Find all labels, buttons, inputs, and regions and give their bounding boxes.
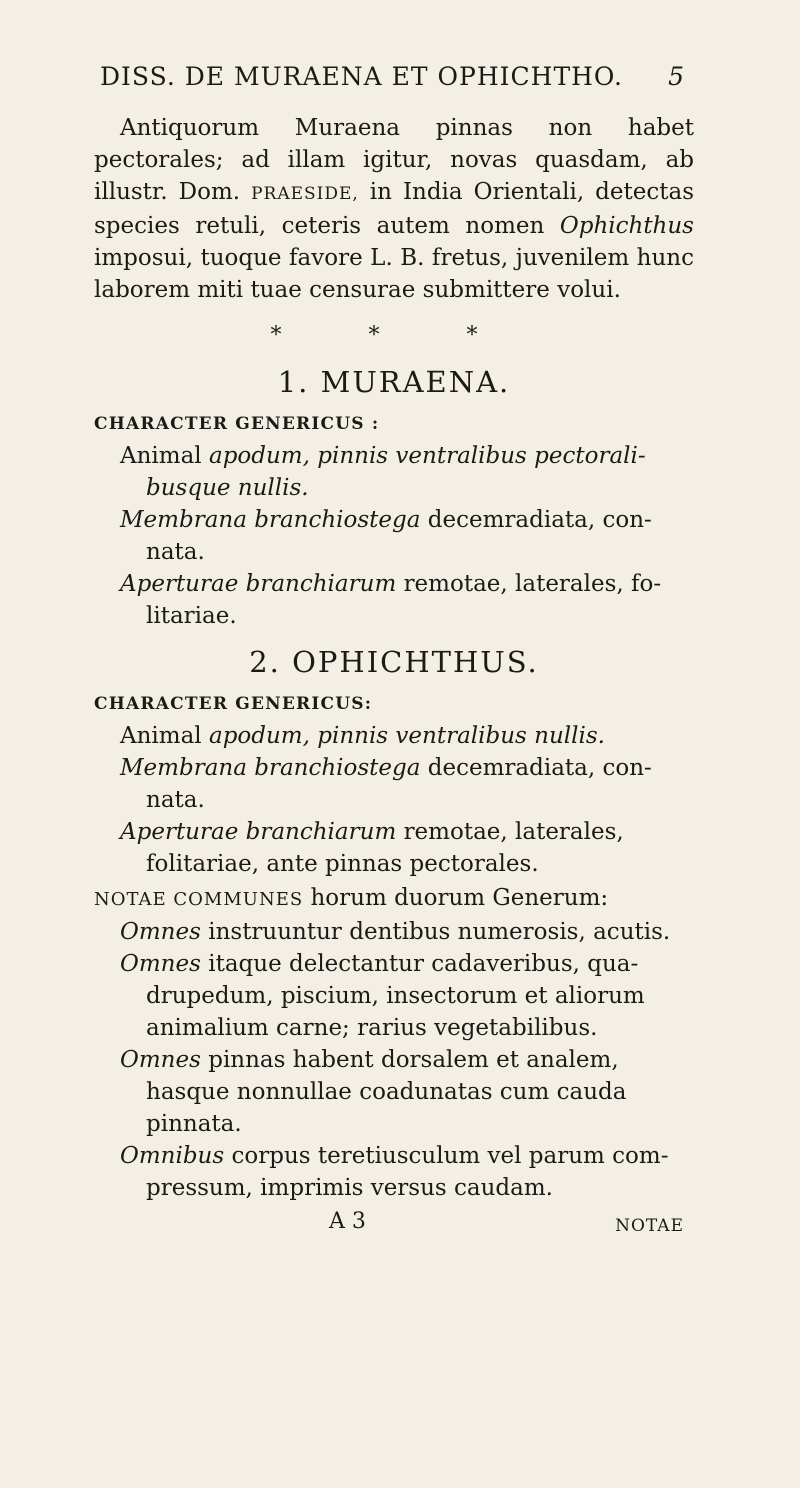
line-lead: Animal [120,723,202,749]
intro-paragraph [94,112,694,306]
item-lead: Omnes [120,919,201,945]
character-line [94,720,694,752]
page-footer [94,1206,694,1238]
item-text: itaque delectantur cadaveribus, qua-drupedum, piscium, insectorum et aliorum animalium carne; rarius vegetabilibus. [146,951,645,1041]
catchword: NOTAE [615,1216,684,1236]
character-line [94,752,694,816]
section-title: 2. OPHICHTHUS. [249,645,539,679]
line-italic: Membrana branchiostega [120,755,421,781]
intro-text-3: imposui, tuoque favore L. B. fretus, juvenilem hunc laborem miti tuae censurae submittere volui. [94,245,694,303]
character-line [94,504,694,568]
line-italic: Aperturae branchiarum [120,819,397,845]
item-lead: Omnibus [120,1143,225,1169]
notae-heading [94,882,694,916]
item-lead: Omnes [120,1047,201,1073]
praeside-word: PRAESIDE, [251,184,359,204]
page-body [94,112,694,1238]
section-muraena [94,366,694,632]
section-title: 1. MURAENA. [277,365,511,399]
character-line [94,568,694,632]
line-rest: decemradiata, con-nata. [146,755,652,813]
line-italic: apodum, pinnis ventralibus nullis. [208,723,605,749]
notae-item [94,948,694,1044]
running-header [100,62,685,91]
notae-communes [94,882,694,1204]
item-lead: Omnes [120,951,201,977]
ophichthus-word: Ophichthus [559,213,694,239]
item-text: instruuntur dentibus numerosis, acutis. [208,919,671,945]
signature-mark: A 3 [329,1209,366,1234]
notae-item [94,1044,694,1140]
line-lead: Animal [120,443,202,469]
intro-text-2: in India Orientali, detectas species retuli, ceteris autem nomen [94,179,695,239]
line-italic: apodum, pinnis ventralibus pectorali-busque nullis. [146,443,646,501]
item-text: corpus teretiusculum vel parum com-pressum, imprimis versus caudam. [146,1143,669,1201]
notae-item [94,1140,694,1204]
line-rest: decemradiata, con-nata. [146,507,652,565]
section-divider: * * * [270,323,518,348]
line-italic: Membrana branchiostega [120,507,421,533]
running-title: DISS. DE MURAENA ET OPHICHTHO. [100,62,623,91]
character-label: CHARACTER GENERICUS : [94,414,380,434]
line-rest: remotae, laterales, fo-litariae. [146,571,662,629]
intro-text-1: Antiquorum Muraena pinnas non habet pectorales; ad illam igitur, novas quasdam, ab illustr. Dom. [94,115,694,205]
character-line [94,440,694,504]
section-ophichthus [94,646,694,880]
item-text: pinnas habent dorsalem et analem, hasque nonnullae coadunatas cum cauda pinnata. [146,1047,627,1137]
notae-item [94,916,694,948]
line-rest: remotae, laterales, folitariae, ante pinnas pectorales. [146,819,624,877]
notae-label-rest: horum duorum Generum: [310,885,609,911]
character-line [94,816,694,880]
page-number: 5 [668,62,685,91]
character-label: CHARACTER GENERICUS: [94,694,373,714]
line-italic: Aperturae branchiarum [120,571,397,597]
notae-label: NOTAE COMMUNES [94,889,304,910]
